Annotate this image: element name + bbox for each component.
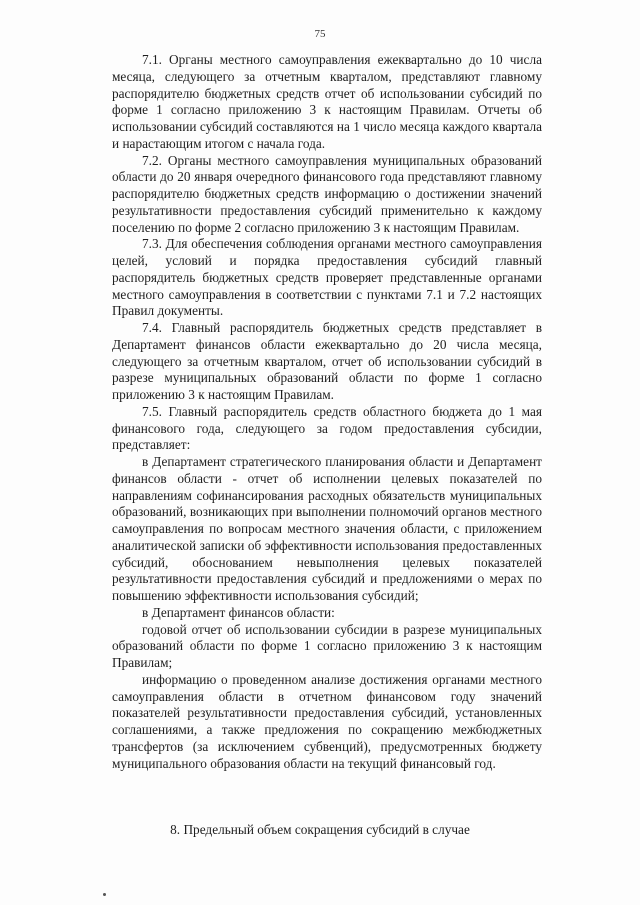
paragraph-7-5: 7.5. Главный распорядитель средств областного бюджета до 1 мая финансового года, следующего за годом предоставления субсидии, представляет: [112,403,542,453]
section-8-heading: 8. Предельный объем сокращения субсидий в случае [170,822,470,837]
paragraph-7-2: 7.2. Органы местного самоуправления муниципальных образований области до 20 января очередного финансового года представляют главному распорядителю бюджетных средств информацию о достижении значений результативности предоставления субсидий применительно к каждому поселению по форме 2 согласно приложению 3 к настоящим Правилам. [112,152,542,235]
scan-speck [103,893,106,896]
document-body [112,52,542,772]
paragraph-annual-report: годовой отчет об использовании субсидии в разрезе муниципальных образований области по форме 1 согласно приложению 3 к настоящим Правилам; [112,621,542,670]
paragraph-analysis-information: информацию о проведенном анализе достижения органами местного самоуправления области в отчетном финансовом году значений показателей результативности предоставления субсидий, установленных соглашениями, а также предложения по сокращению межбюджетных трансфертов (за исключением субвенций), предусмотренных бюджету муниципального образования области на текущий финансовый год. [112,671,542,771]
page-number: 75 [314,28,326,40]
paragraph-finance-department: в Департамент финансов области: [142,604,335,620]
paragraph-7-4: 7.4. Главный распорядитель бюджетных средств представляет в Департамент финансов области ежеквартально до 20 числа месяца, следующего за отчетным кварталом, отчет об использовании субсидий в разрезе муниципальных образований области по форме 1 согласно приложению 3 к настоящим Правилам. [112,320,542,402]
paragraph-7-3: 7.3. Для обеспечения соблюдения органами местного самоуправления целей, условий и порядка предоставления субсидий главный распорядитель бюджетных средств проверяет представленные органами местного самоуправления в соответствии с пунктами 7.1 и 7.2 настоящих Правил документы. [112,236,542,319]
paragraph-7-1: 7.1. Органы местного самоуправления ежеквартально до 10 числа месяца, следующего за отчетным кварталом, представляют главному распорядителю бюджетных средств отчет об использовании субсидий по форме 1 согласно приложению 3 к настоящим Правилам. Отчеты об использовании субсидий составляются на 1 число месяца каждого квартала и нарастающим итогом с начала года. [112,52,542,151]
paragraph-strategic-planning-report: в Департамент стратегического планирования области и Департамент финансов области - отчет об исполнении целевых показателей по направлениям софинансирования расходных обязательств муниципальных образований, возникающих при выполнении полномочий органов местного самоуправления по вопросам местного значения области, с приложением аналитической записки об эффективности использования предоставленных субсидий, обоснованием невыполнения целевых показателей результативности предоставления субсидий и предложениями о мерах по повышению эффективности использования субсидий; [112,454,542,603]
